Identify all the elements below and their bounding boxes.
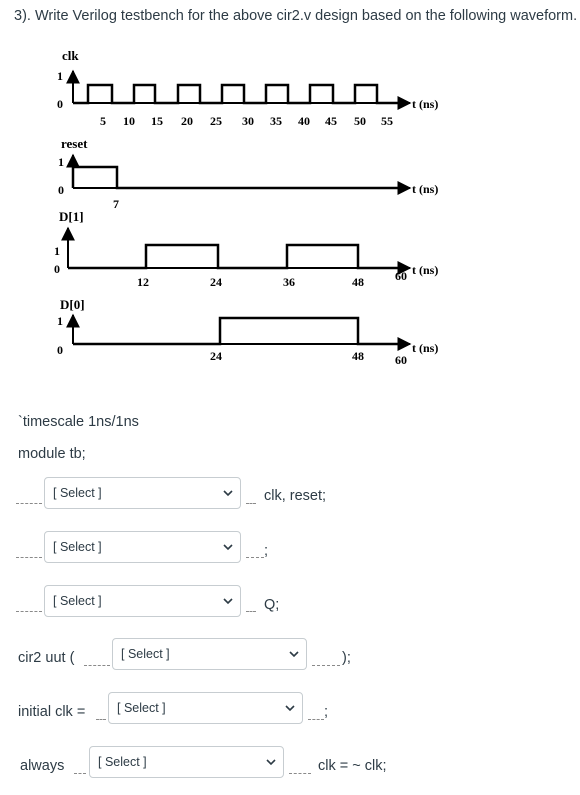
d0-tick-label: 24 bbox=[210, 349, 222, 363]
blank-line bbox=[96, 719, 106, 720]
select-placeholder: [ Select ] bbox=[53, 594, 102, 608]
d1-tick-label: 36 bbox=[283, 275, 295, 289]
select-placeholder: [ Select ] bbox=[98, 755, 147, 769]
blank-line bbox=[74, 773, 86, 774]
q-declaration: Q; bbox=[264, 597, 280, 613]
select-placeholder: [ Select ] bbox=[117, 701, 166, 715]
select-dropdown-1[interactable] bbox=[44, 477, 241, 509]
blank-line bbox=[246, 503, 256, 504]
d1-signal-label: D[1] bbox=[59, 209, 84, 224]
d1-low-label: 0 bbox=[54, 262, 60, 276]
clk-tick-label: 55 bbox=[381, 114, 393, 128]
clk-tick-label: 15 bbox=[151, 114, 163, 128]
chevron-down-icon bbox=[288, 647, 300, 661]
reset-tick-label: 7 bbox=[113, 197, 119, 211]
blank-line bbox=[246, 557, 264, 558]
d1-waveform bbox=[68, 245, 400, 268]
chevron-down-icon bbox=[222, 486, 234, 500]
reset-low-label: 0 bbox=[58, 183, 64, 197]
select-dropdown-5[interactable] bbox=[108, 692, 303, 724]
uut-instantiation-prefix: cir2 uut ( bbox=[18, 650, 75, 666]
blank-line bbox=[312, 665, 340, 666]
always-prefix: always bbox=[20, 758, 65, 774]
blank-line bbox=[308, 719, 324, 720]
reset-axis-label: t (ns) bbox=[412, 182, 439, 196]
clk-tick-label: 50 bbox=[354, 114, 366, 128]
blank-line bbox=[16, 557, 42, 558]
d1-tick-label: 48 bbox=[352, 275, 364, 289]
blank-line bbox=[84, 665, 110, 666]
chevron-down-icon bbox=[265, 755, 277, 769]
initial-clk-suffix: ; bbox=[324, 704, 329, 720]
clk-tick-label: 45 bbox=[325, 114, 337, 128]
reset-signal-label: reset bbox=[61, 136, 88, 151]
d0-tick-label: 48 bbox=[352, 349, 364, 363]
initial-clk-prefix: initial clk = bbox=[18, 704, 86, 720]
question-text: 3). Write Verilog testbench for the above cir2.v design based on the following waveform. bbox=[14, 8, 578, 24]
d0-tick-label: 60 bbox=[395, 353, 407, 367]
blank-line bbox=[246, 611, 256, 612]
uut-instantiation-suffix: ); bbox=[342, 650, 351, 666]
d0-low-label: 0 bbox=[57, 343, 63, 357]
d1-tick-label: 24 bbox=[210, 275, 222, 289]
clk-waveform bbox=[73, 85, 400, 103]
select-placeholder: [ Select ] bbox=[53, 540, 102, 554]
clk-low-label: 0 bbox=[57, 97, 63, 111]
timescale-line: `timescale 1ns/1ns bbox=[18, 414, 139, 430]
module-line: module tb; bbox=[18, 446, 86, 462]
clk-signal-label: clk bbox=[62, 48, 79, 63]
waveform-diagram bbox=[0, 0, 580, 380]
clk-tick-label: 5 bbox=[100, 114, 106, 128]
select-placeholder: [ Select ] bbox=[53, 486, 102, 500]
blank-line bbox=[16, 611, 42, 612]
chevron-down-icon bbox=[222, 540, 234, 554]
clk-high-label: 1 bbox=[57, 69, 63, 83]
select-dropdown-6[interactable] bbox=[89, 746, 284, 778]
always-clk-toggle: clk = ~ clk; bbox=[318, 758, 387, 774]
clk-tick-label: 10 bbox=[123, 114, 135, 128]
blank-line bbox=[16, 503, 42, 504]
clk-tick-label: 25 bbox=[210, 114, 222, 128]
reset-high-label: 1 bbox=[58, 155, 64, 169]
d1-axis-label: t (ns) bbox=[412, 263, 439, 277]
select-placeholder: [ Select ] bbox=[121, 647, 170, 661]
d0-high-label: 1 bbox=[57, 314, 63, 328]
chevron-down-icon bbox=[222, 594, 234, 608]
select-dropdown-3[interactable] bbox=[44, 585, 241, 617]
clk-tick-label: 30 bbox=[242, 114, 254, 128]
d0-signal-label: D[0] bbox=[60, 297, 85, 312]
clk-tick-label: 35 bbox=[270, 114, 282, 128]
chevron-down-icon bbox=[284, 701, 296, 715]
d1-tick-label: 60 bbox=[395, 269, 407, 283]
d1-tick-label: 12 bbox=[137, 275, 149, 289]
clk-tick-label: 20 bbox=[181, 114, 193, 128]
d0-waveform bbox=[73, 318, 400, 344]
clk-tick-label: 40 bbox=[298, 114, 310, 128]
reset-waveform bbox=[73, 167, 400, 188]
d0-axis-label: t (ns) bbox=[412, 341, 439, 355]
clk-axis-label: t (ns) bbox=[412, 97, 439, 111]
clk-reset-declaration: clk, reset; bbox=[264, 488, 327, 504]
select-dropdown-4[interactable] bbox=[112, 638, 307, 670]
blank-line bbox=[289, 773, 311, 774]
select-dropdown-2[interactable] bbox=[44, 531, 241, 563]
line2-suffix: ; bbox=[264, 543, 269, 559]
d1-high-label: 1 bbox=[54, 244, 60, 258]
